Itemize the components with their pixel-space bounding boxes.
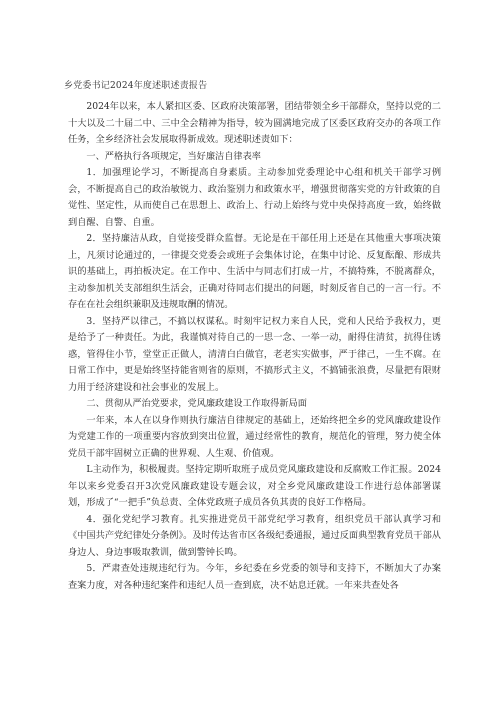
body-paragraph: 5．严肃查处违规违纪行为。今年，乡纪委在乡党委的领导和支持下，不断加大了办案查案力度，对各种违纪案件和违纪人员一查到底，决不姑息迁就。一年来共查处各: [68, 563, 441, 591]
body-paragraph: 一年来，本人在以身作则执行廉洁自律规定的基础上，还始终把全乡的党风廉政建设作为党建工作的一项重要内容放到突出位置，通过经常性的教育，规范化的管理，努力使全体党员干部牢固树立正确的世界观、人生观、价值观。: [68, 414, 441, 459]
body-paragraph: 1．加强理论学习，不断提高自身素质。主动参加党委理论中心组和机关干部学习例会，不断提高自己的政治敏锐力、政治鉴别力和政策水平，增强贯彻落实党的方针政策的自觉性、坚定性，从而使自己在思想上、政治上、行动上始终与党中央保持高度一致，始终做到自醒、自警、自重。: [68, 167, 441, 228]
body-paragraph: 2．坚持廉洁从政，自觉接受群众监督。无论是在干部任用上还是在其他重大事项决策上，凡须讨论通过的，一律提交党委会或班子会集体讨论，在集中讨论、反复酝酿、形成共识的基础上，再拍板决定。在工作中、生活中与同志们打成一片，不搞特殊，不脱离群众，主动参加机关支部组织生活会，正确对待同志们提出的问题，时刻反省自己的一言一行。不存在在社会组织兼职及违规取酬的情况。: [68, 233, 441, 310]
document-title: 乡党委书记2024年度述职述责报告: [64, 81, 208, 91]
body-paragraph: 4．强化党纪学习教育。扎实推进党员干部党纪学习教育，组织党员干部认真学习和《中国共产党纪律处分条例》。及时传达省市区各级纪委通报，通过反面典型教育党员干部从身边人、身边事吸取教训，做到警钟长鸣。: [68, 513, 441, 558]
document-body: [68, 99, 441, 594]
section-heading-1: 一、严格执行各项规定，当好廉洁自律表率: [86, 150, 261, 162]
body-paragraph: 3．坚持严以律己，不搞以权谋私。时刻牢记权力来自人民，党和人民给予我权力，更是给予了一种责任。为此，我谨慎对待自己的一思一念、一举一动，耐得住清贫，抗得住诱惑，管得住小节，堂堂正正做人，清清白白做官，老老实实做事，严于律己，一生不腐。在日常工作中，更是始终坚持能省则省的原则，不搞形式主义，不搞铺张浪费，尽量把有限财力用于经济建设和社会事业的发展上。: [68, 315, 441, 393]
body-paragraph: L主动作为，积极履责。坚持定期听取班子成员党风廉政建设和反腐败工作汇报。2024年以来乡党委召开3次党风廉政建设专题会议，对全乡党风廉政建设工作进行总体部署谋划，形成了“一把手”负总责、全体党政班子成员各负其责的良好工作格局。: [68, 464, 441, 508]
section-heading-2: 二、贯彻从严治党要求，党风廉政建设工作取得新局面: [86, 398, 307, 409]
intro-paragraph: 2024年以来，本人紧扣区委、区政府决策部署，团结带领全乡干部群众，坚持以党的二十大以及二十届二中、三中全会精神为指导，较为圆满地完成了区委区政府交办的各项工作任务，全乡经济社会发展取得新成效。现述职述责如下：: [68, 101, 441, 145]
